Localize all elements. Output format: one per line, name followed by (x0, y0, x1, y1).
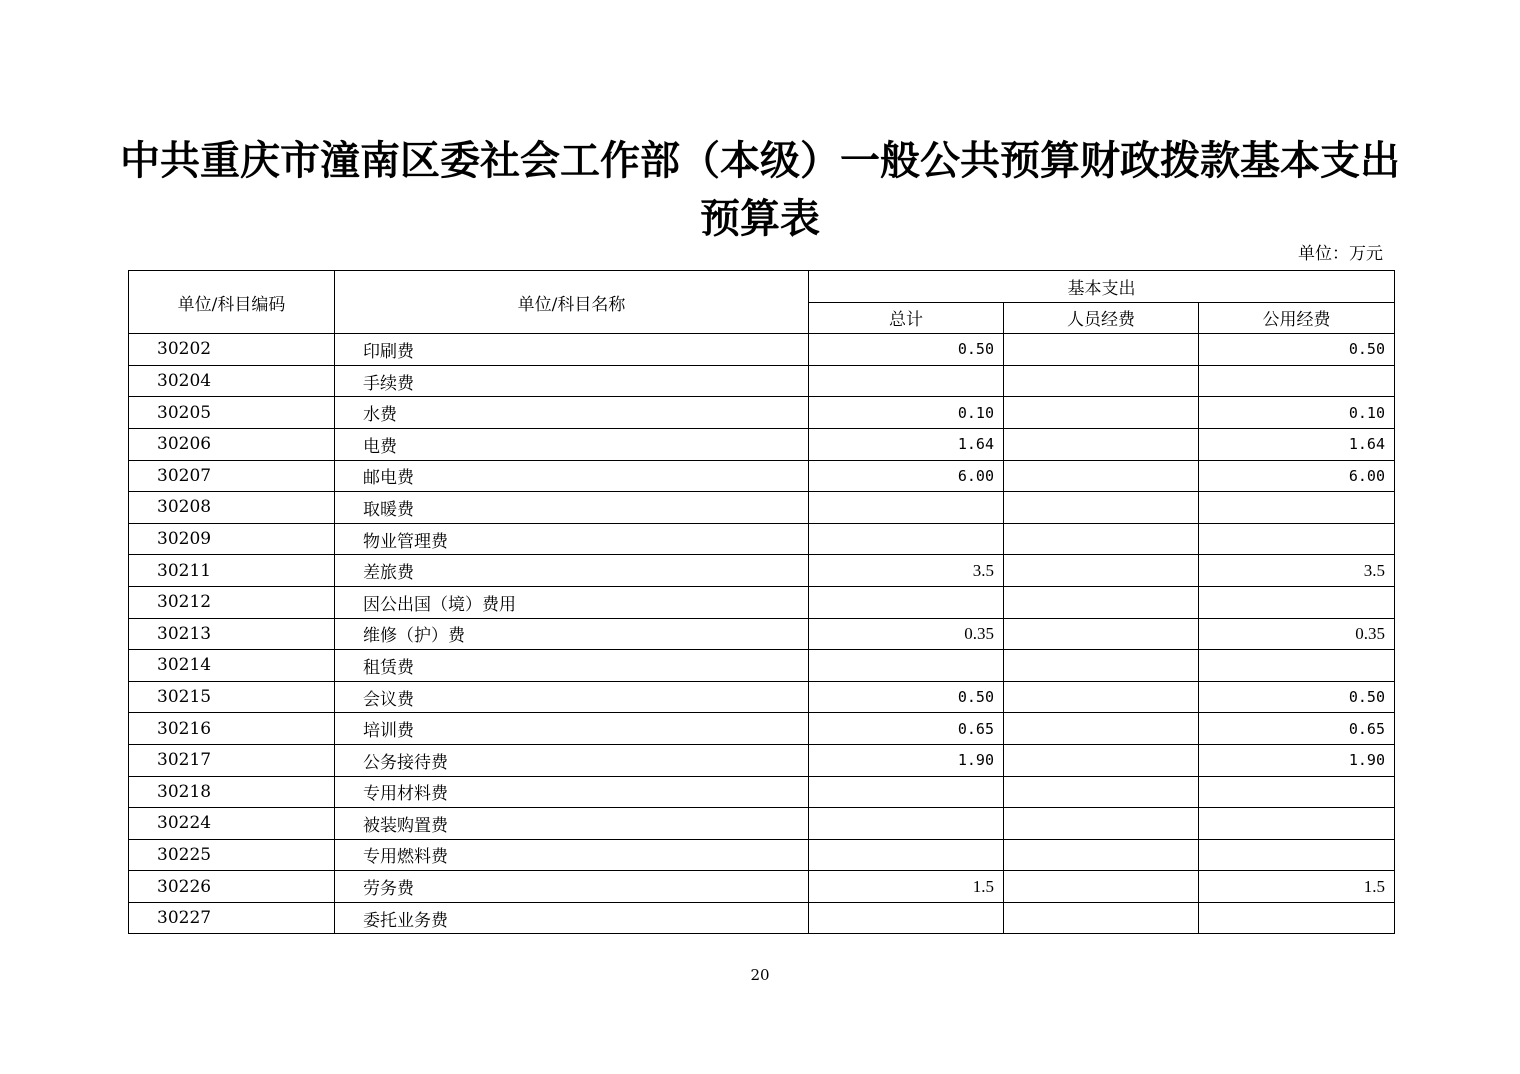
total-cell (809, 808, 1004, 840)
header-code: 单位/科目编码 (129, 271, 335, 334)
code-cell: 30224 (129, 808, 335, 840)
header-personnel: 人员经费 (1004, 302, 1199, 334)
code-cell: 30207 (129, 460, 335, 492)
public-cell: 1.90 (1199, 744, 1395, 776)
name-cell: 差旅费 (335, 555, 809, 587)
table-row (129, 871, 1395, 903)
personnel-cell (1004, 776, 1199, 808)
personnel-cell (1004, 618, 1199, 650)
code-cell: 30204 (129, 365, 335, 397)
code-cell: 30211 (129, 555, 335, 587)
table-row (129, 744, 1395, 776)
code-cell: 30212 (129, 586, 335, 618)
public-cell (1199, 586, 1395, 618)
code-cell: 30202 (129, 334, 335, 366)
total-cell: 6.00 (809, 460, 1004, 492)
code-cell: 30213 (129, 618, 335, 650)
total-cell: 1.90 (809, 744, 1004, 776)
total-cell: 1.5 (809, 871, 1004, 903)
public-cell: 0.65 (1199, 713, 1395, 745)
header-name: 单位/科目名称 (335, 271, 809, 334)
name-cell: 被装购置费 (335, 808, 809, 840)
total-cell: 0.10 (809, 397, 1004, 429)
table-row (129, 618, 1395, 650)
personnel-cell (1004, 334, 1199, 366)
table-row (129, 460, 1395, 492)
personnel-cell (1004, 744, 1199, 776)
table-row (129, 681, 1395, 713)
total-cell (809, 902, 1004, 934)
public-cell: 0.50 (1199, 681, 1395, 713)
name-cell: 租赁费 (335, 650, 809, 682)
public-cell (1199, 523, 1395, 555)
public-cell: 1.5 (1199, 871, 1395, 903)
personnel-cell (1004, 428, 1199, 460)
name-cell: 取暖费 (335, 492, 809, 524)
header-public: 公用经费 (1199, 302, 1395, 334)
header-basic-expenditure: 基本支出 (809, 271, 1395, 303)
unit-label: 单位：万元 (1298, 244, 1383, 264)
table-row (129, 397, 1395, 429)
personnel-cell (1004, 650, 1199, 682)
table-row (129, 776, 1395, 808)
header-row-1 (129, 271, 1395, 303)
code-cell: 30205 (129, 397, 335, 429)
page-number: 20 (750, 966, 770, 984)
total-cell (809, 776, 1004, 808)
table-row (129, 713, 1395, 745)
personnel-cell (1004, 713, 1199, 745)
code-cell: 30216 (129, 713, 335, 745)
personnel-cell (1004, 839, 1199, 871)
table-row (129, 839, 1395, 871)
table-row (129, 523, 1395, 555)
name-cell: 劳务费 (335, 871, 809, 903)
budget-table (128, 270, 1395, 934)
total-cell: 3.5 (809, 555, 1004, 587)
public-cell: 0.35 (1199, 618, 1395, 650)
header-total: 总计 (809, 302, 1004, 334)
public-cell (1199, 902, 1395, 934)
total-cell: 1.64 (809, 428, 1004, 460)
public-cell (1199, 365, 1395, 397)
page-title: 中共重庆市潼南区委社会工作部（本级）一般公共预算财政拨款基本支出预算表 (120, 137, 1400, 242)
personnel-cell (1004, 871, 1199, 903)
code-cell: 30215 (129, 681, 335, 713)
name-cell: 专用燃料费 (335, 839, 809, 871)
code-cell: 30218 (129, 776, 335, 808)
code-cell: 30225 (129, 839, 335, 871)
total-cell (809, 586, 1004, 618)
table-row (129, 902, 1395, 934)
personnel-cell (1004, 492, 1199, 524)
name-cell: 专用材料费 (335, 776, 809, 808)
total-cell (809, 365, 1004, 397)
name-cell: 会议费 (335, 681, 809, 713)
code-cell: 30226 (129, 871, 335, 903)
public-cell (1199, 492, 1395, 524)
code-cell: 30206 (129, 428, 335, 460)
code-cell: 30214 (129, 650, 335, 682)
total-cell (809, 839, 1004, 871)
name-cell: 物业管理费 (335, 523, 809, 555)
personnel-cell (1004, 586, 1199, 618)
total-cell: 0.50 (809, 334, 1004, 366)
public-cell (1199, 650, 1395, 682)
total-cell (809, 523, 1004, 555)
public-cell (1199, 776, 1395, 808)
name-cell: 培训费 (335, 713, 809, 745)
table-row (129, 555, 1395, 587)
table-row (129, 586, 1395, 618)
code-cell: 30227 (129, 902, 335, 934)
personnel-cell (1004, 681, 1199, 713)
public-cell (1199, 808, 1395, 840)
name-cell: 公务接待费 (335, 744, 809, 776)
personnel-cell (1004, 808, 1199, 840)
public-cell: 6.00 (1199, 460, 1395, 492)
personnel-cell (1004, 365, 1199, 397)
name-cell: 电费 (335, 428, 809, 460)
total-cell (809, 650, 1004, 682)
total-cell: 0.50 (809, 681, 1004, 713)
public-cell: 1.64 (1199, 428, 1395, 460)
code-cell: 30209 (129, 523, 335, 555)
public-cell: 3.5 (1199, 555, 1395, 587)
personnel-cell (1004, 460, 1199, 492)
name-cell: 维修（护）费 (335, 618, 809, 650)
table-row (129, 334, 1395, 366)
personnel-cell (1004, 523, 1199, 555)
public-cell: 0.10 (1199, 397, 1395, 429)
table-body (129, 334, 1395, 934)
public-cell (1199, 839, 1395, 871)
table-row (129, 428, 1395, 460)
name-cell: 手续费 (335, 365, 809, 397)
personnel-cell (1004, 902, 1199, 934)
total-cell: 0.65 (809, 713, 1004, 745)
name-cell: 邮电费 (335, 460, 809, 492)
code-cell: 30208 (129, 492, 335, 524)
table-row (129, 808, 1395, 840)
personnel-cell (1004, 555, 1199, 587)
personnel-cell (1004, 397, 1199, 429)
name-cell: 因公出国（境）费用 (335, 586, 809, 618)
name-cell: 水费 (335, 397, 809, 429)
total-cell: 0.35 (809, 618, 1004, 650)
table-row (129, 492, 1395, 524)
public-cell: 0.50 (1199, 334, 1395, 366)
name-cell: 委托业务费 (335, 902, 809, 934)
total-cell (809, 492, 1004, 524)
table-row (129, 650, 1395, 682)
code-cell: 30217 (129, 744, 335, 776)
name-cell: 印刷费 (335, 334, 809, 366)
table-row (129, 365, 1395, 397)
